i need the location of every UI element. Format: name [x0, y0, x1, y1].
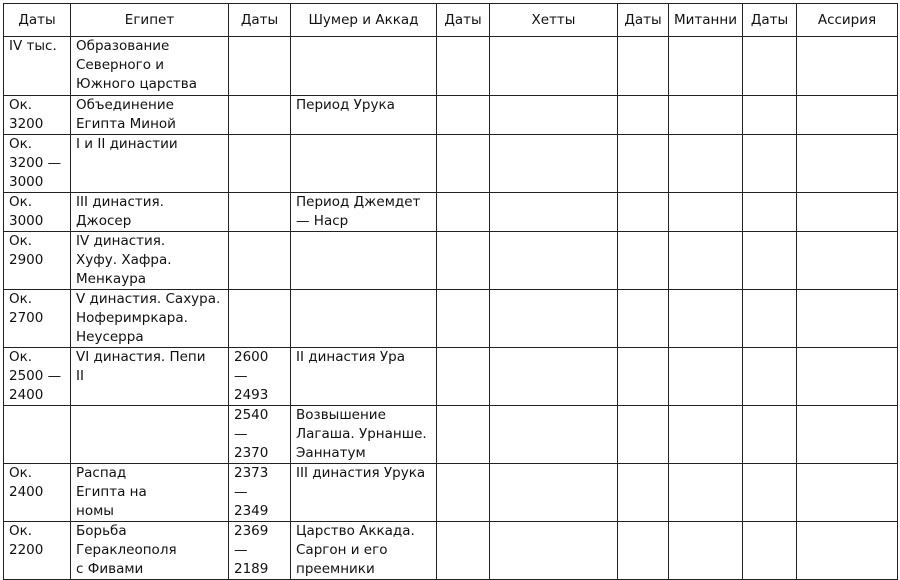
cell-hittites — [490, 406, 618, 464]
cell-mitanni — [669, 37, 743, 96]
table-row — [4, 348, 898, 406]
cell-mitanni — [669, 193, 743, 232]
cell-dates: Ок. 3200 — 3000 — [4, 135, 71, 193]
cell-egypt: I и II династии — [71, 135, 229, 193]
cell-assyria — [797, 464, 898, 522]
cell-dates-mitanni — [618, 348, 669, 406]
cell-dates-mitanni — [618, 193, 669, 232]
cell-dates-hittites — [437, 193, 490, 232]
cell-dates-hittites — [437, 464, 490, 522]
cell-sumer-akkad — [291, 37, 437, 96]
cell-dates: Ок. 2400 — [4, 464, 71, 522]
column-header-dates-sumer: Даты — [229, 4, 291, 37]
cell-mitanni — [669, 348, 743, 406]
cell-egypt: VI династия. Пепи II — [71, 348, 229, 406]
cell-dates: Ок. 3000 — [4, 193, 71, 232]
table-row — [4, 96, 898, 135]
cell-dates: Ок. 3200 — [4, 96, 71, 135]
cell-dates-sumer — [229, 193, 291, 232]
column-header-hittites: Хетты — [490, 4, 618, 37]
cell-sumer-akkad: II династия Ура — [291, 348, 437, 406]
cell-mitanni — [669, 96, 743, 135]
cell-assyria — [797, 348, 898, 406]
cell-dates-hittites — [437, 290, 490, 348]
column-header-sumer-akkad: Шумер и Аккад — [291, 4, 437, 37]
cell-assyria — [797, 290, 898, 348]
cell-egypt: III династия. Джосер — [71, 193, 229, 232]
table-row — [4, 290, 898, 348]
cell-assyria — [797, 406, 898, 464]
column-header-dates: Даты — [4, 4, 71, 37]
cell-assyria — [797, 37, 898, 96]
column-header-dates-hittites: Даты — [437, 4, 490, 37]
cell-sumer-akkad: Период Урука — [291, 96, 437, 135]
cell-dates-hittites — [437, 135, 490, 193]
cell-dates-sumer — [229, 135, 291, 193]
cell-egypt: Образование Северного и Южного царства — [71, 37, 229, 96]
cell-dates: Ок. 2900 — [4, 232, 71, 290]
cell-dates-assyria — [743, 464, 797, 522]
cell-sumer-akkad: Царство Аккада. Саргон и его преемники — [291, 522, 437, 580]
cell-dates-sumer: 2540 — 2370 — [229, 406, 291, 464]
cell-hittites — [490, 464, 618, 522]
cell-mitanni — [669, 464, 743, 522]
cell-hittites — [490, 232, 618, 290]
cell-dates: Ок. 2200 — [4, 522, 71, 580]
cell-sumer-akkad — [291, 232, 437, 290]
cell-dates-sumer — [229, 232, 291, 290]
cell-sumer-akkad: Возвышение Лагаша. Урнанше. Эаннатум — [291, 406, 437, 464]
cell-hittites — [490, 135, 618, 193]
cell-assyria — [797, 522, 898, 580]
column-header-assyria: Ассирия — [797, 4, 898, 37]
cell-dates-assyria — [743, 522, 797, 580]
cell-dates-hittites — [437, 348, 490, 406]
cell-egypt — [71, 406, 229, 464]
cell-hittites — [490, 522, 618, 580]
cell-hittites — [490, 348, 618, 406]
cell-hittites — [490, 96, 618, 135]
table-row — [4, 232, 898, 290]
cell-egypt: Объединение Египта Миной — [71, 96, 229, 135]
cell-assyria — [797, 96, 898, 135]
cell-assyria — [797, 232, 898, 290]
cell-dates-hittites — [437, 522, 490, 580]
table-row — [4, 135, 898, 193]
cell-dates-mitanni — [618, 37, 669, 96]
cell-dates-sumer: 2373 — 2349 — [229, 464, 291, 522]
table-row — [4, 406, 898, 464]
cell-dates-hittites — [437, 37, 490, 96]
cell-egypt: V династия. Сахура. Ноферимркара. Неусерра — [71, 290, 229, 348]
cell-hittites — [490, 193, 618, 232]
cell-dates: Ок. 2700 — [4, 290, 71, 348]
cell-egypt: Распад Египта на номы — [71, 464, 229, 522]
cell-dates-mitanni — [618, 96, 669, 135]
cell-dates-sumer: 2369 — 2189 — [229, 522, 291, 580]
column-header-dates-mitanni: Даты — [618, 4, 669, 37]
cell-dates-mitanni — [618, 232, 669, 290]
cell-dates-hittites — [437, 232, 490, 290]
column-header-dates-assyria: Даты — [743, 4, 797, 37]
cell-dates-assyria — [743, 290, 797, 348]
cell-sumer-akkad — [291, 135, 437, 193]
cell-dates — [4, 406, 71, 464]
cell-dates-hittites — [437, 96, 490, 135]
cell-mitanni — [669, 406, 743, 464]
cell-assyria — [797, 135, 898, 193]
cell-dates-assyria — [743, 96, 797, 135]
cell-dates-mitanni — [618, 406, 669, 464]
table-row — [4, 522, 898, 580]
cell-dates-sumer — [229, 290, 291, 348]
header-row — [4, 4, 898, 37]
cell-dates-sumer — [229, 96, 291, 135]
cell-mitanni — [669, 232, 743, 290]
cell-sumer-akkad — [291, 290, 437, 348]
cell-dates-assyria — [743, 406, 797, 464]
table-row — [4, 37, 898, 96]
cell-sumer-akkad: Период Джемдет — Наср — [291, 193, 437, 232]
cell-dates-assyria — [743, 37, 797, 96]
cell-hittites — [490, 37, 618, 96]
cell-dates-sumer — [229, 37, 291, 96]
cell-dates-assyria — [743, 135, 797, 193]
cell-assyria — [797, 193, 898, 232]
chronology-table — [3, 3, 898, 580]
cell-dates-sumer: 2600 — 2493 — [229, 348, 291, 406]
cell-dates-assyria — [743, 232, 797, 290]
table-row — [4, 193, 898, 232]
column-header-egypt: Египет — [71, 4, 229, 37]
cell-sumer-akkad: III династия Урука — [291, 464, 437, 522]
cell-dates: Ок. 2500 — 2400 — [4, 348, 71, 406]
cell-mitanni — [669, 135, 743, 193]
column-header-mitanni: Митанни — [669, 4, 743, 37]
cell-dates-assyria — [743, 348, 797, 406]
cell-egypt: Борьба Гераклеополя с Фивами — [71, 522, 229, 580]
cell-mitanni — [669, 290, 743, 348]
cell-dates-mitanni — [618, 290, 669, 348]
cell-dates-mitanni — [618, 464, 669, 522]
cell-mitanni — [669, 522, 743, 580]
cell-dates: IV тыс. — [4, 37, 71, 96]
cell-egypt: IV династия. Хуфу. Хафра. Менкаура — [71, 232, 229, 290]
cell-dates-assyria — [743, 193, 797, 232]
table-row — [4, 464, 898, 522]
cell-dates-mitanni — [618, 522, 669, 580]
cell-dates-hittites — [437, 406, 490, 464]
cell-hittites — [490, 290, 618, 348]
cell-dates-mitanni — [618, 135, 669, 193]
